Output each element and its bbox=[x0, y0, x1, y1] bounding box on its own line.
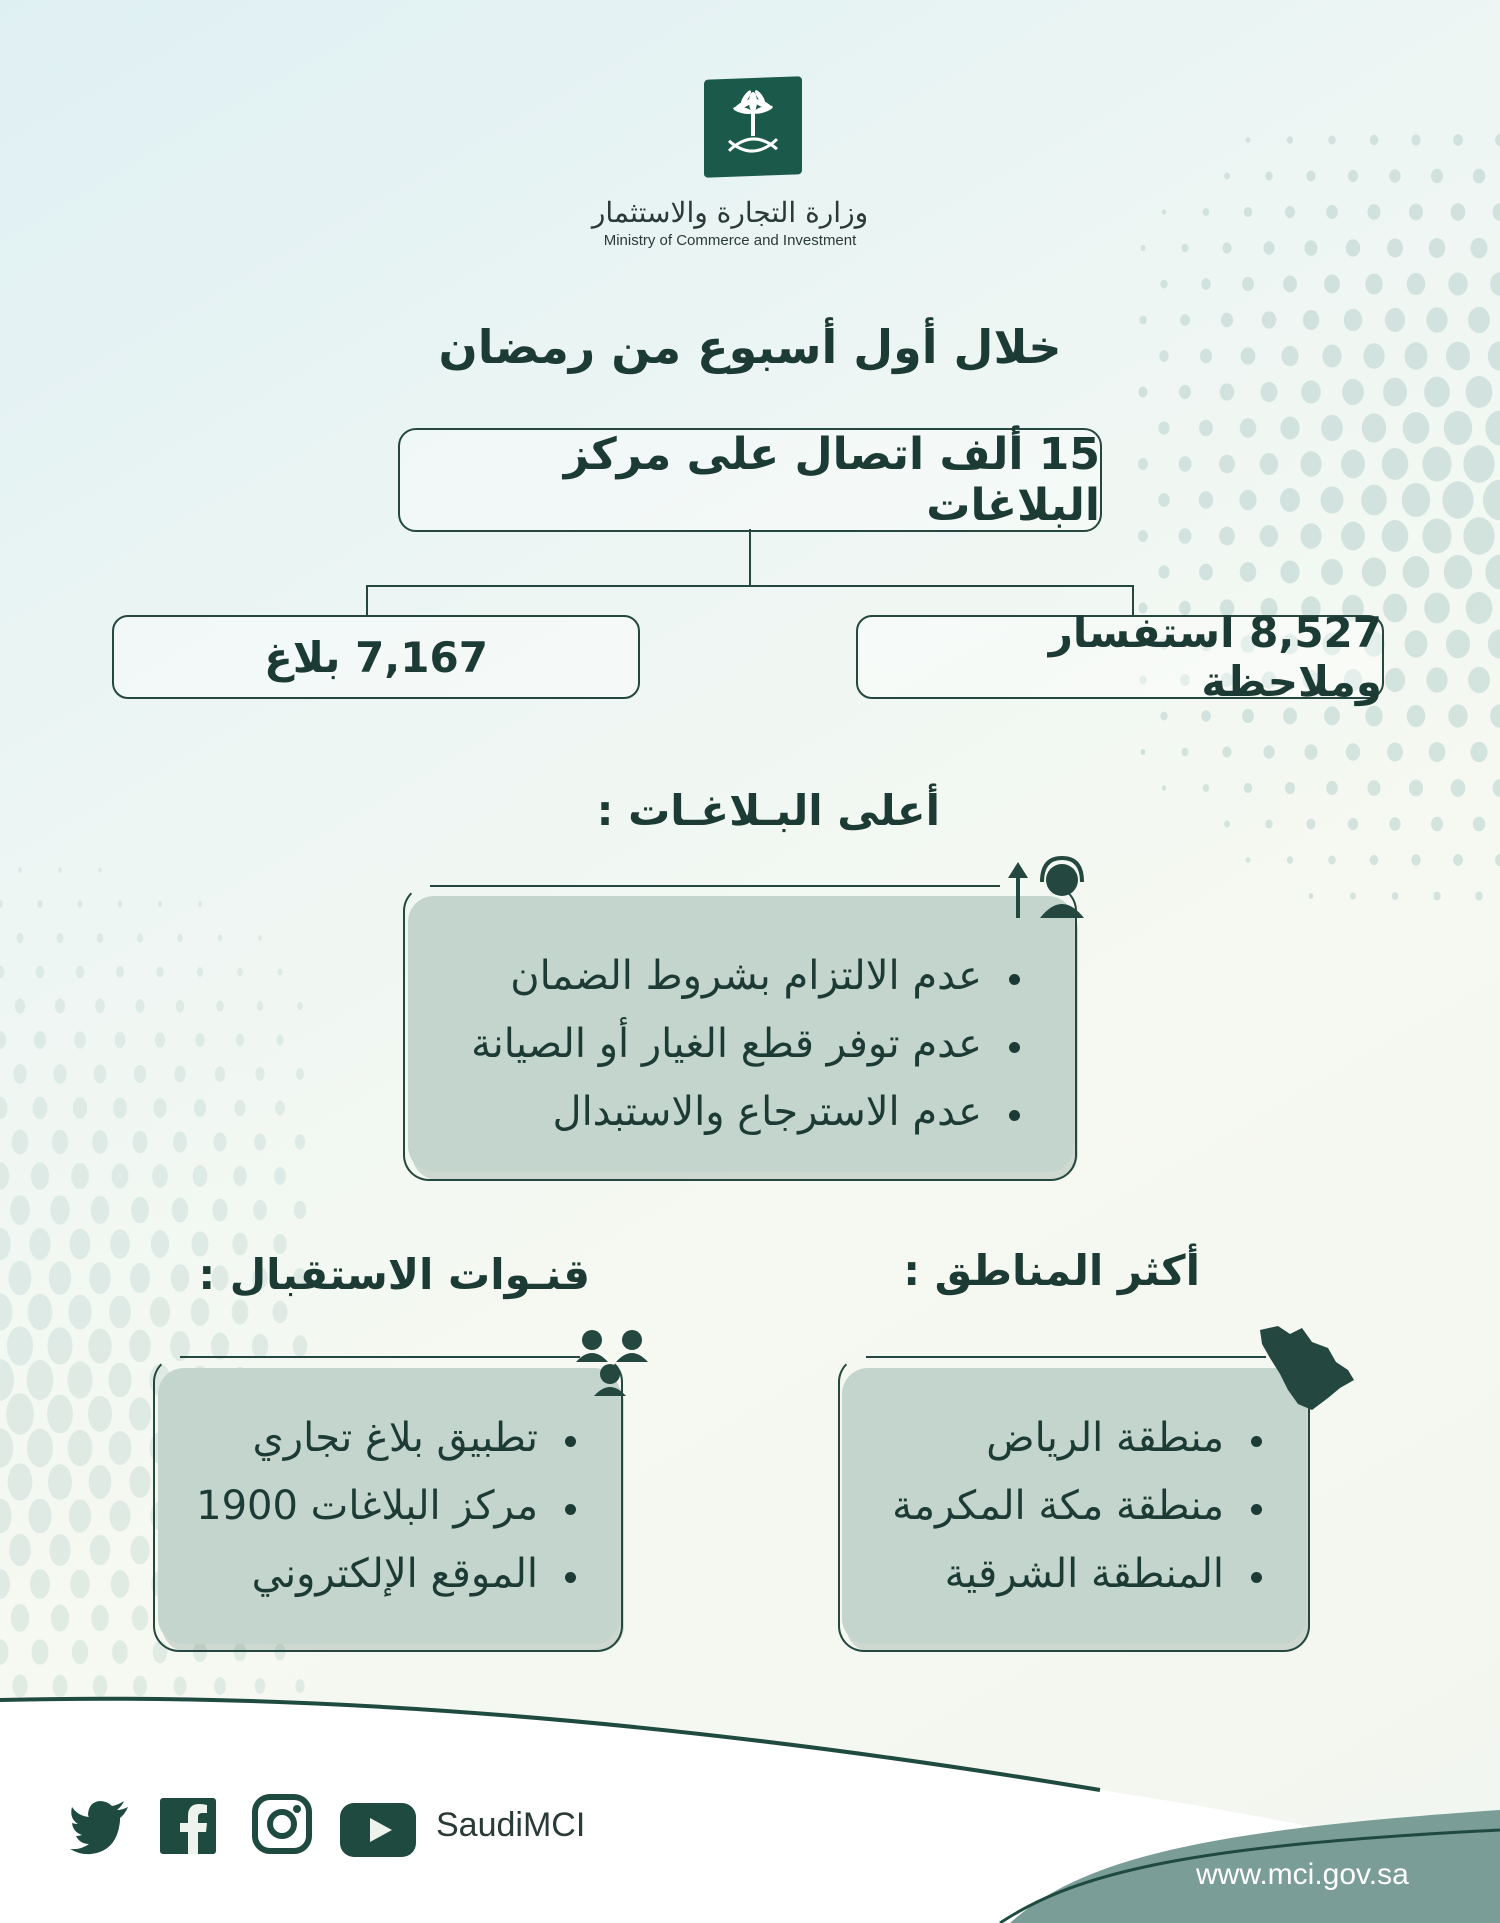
list-item: مركز البلاغات 1900 bbox=[158, 1486, 590, 1526]
channels-title: قنـوات الاستقبال : bbox=[198, 1250, 590, 1299]
instagram-icon[interactable] bbox=[252, 1794, 312, 1854]
reports-count-label: 7,167 بلاغ bbox=[264, 632, 488, 682]
connector-left bbox=[366, 585, 368, 615]
top-regions-title: أكثر المناطق : bbox=[903, 1246, 1200, 1295]
agent-arrow-up-icon bbox=[1004, 848, 1104, 928]
total-calls-box bbox=[398, 428, 1102, 532]
list-item: منطقة الرياض bbox=[842, 1418, 1276, 1458]
frame-top-line bbox=[180, 1356, 580, 1358]
ministry-logo bbox=[704, 76, 802, 177]
youtube-icon[interactable] bbox=[340, 1800, 416, 1860]
social-handle[interactable]: SaudiMCI bbox=[436, 1806, 586, 1844]
list-item: عدم الاسترجاع والاستبدال bbox=[408, 1092, 1034, 1132]
frame-top-line bbox=[866, 1356, 1266, 1358]
twitter-icon[interactable] bbox=[70, 1796, 130, 1856]
ministry-name-arabic: وزارة التجارة والاستثمار bbox=[591, 196, 869, 229]
total-calls-label: 15 ألف اتصال على مركز البلاغات bbox=[563, 429, 1100, 531]
list-item: تطبيق بلاغ تجاري bbox=[158, 1418, 590, 1458]
connector-vertical bbox=[749, 529, 751, 586]
top-regions-frame bbox=[838, 1356, 1310, 1652]
inquiries-count-label: 8,527 استفسار وملاحظة bbox=[1048, 608, 1382, 706]
agents-group-icon bbox=[572, 1322, 662, 1402]
list-item: منطقة مكة المكرمة bbox=[842, 1486, 1276, 1526]
connector-horizontal bbox=[366, 585, 1134, 587]
list-item: عدم الالتزام بشروط الضمان bbox=[408, 956, 1034, 996]
frame-top-line bbox=[430, 885, 1000, 887]
facebook-icon[interactable] bbox=[160, 1796, 216, 1856]
inquiries-count-box bbox=[856, 608, 1384, 706]
list-item: الموقع الإلكتروني bbox=[158, 1554, 590, 1594]
palm-swords-emblem-icon bbox=[704, 76, 802, 177]
list-item: عدم توفر قطع الغيار أو الصيانة bbox=[408, 1024, 1034, 1064]
reports-count-box bbox=[112, 615, 640, 699]
top-reports-frame bbox=[403, 885, 1077, 1181]
website-link[interactable]: www.mci.gov.sa bbox=[1196, 1858, 1409, 1891]
ministry-name-english: Ministry of Commerce and Investment bbox=[603, 232, 857, 249]
saudi-map-icon bbox=[1250, 1318, 1360, 1418]
channels-frame bbox=[153, 1356, 623, 1652]
top-reports-title: أعلى البـلاغـات : bbox=[596, 786, 940, 835]
list-item: المنطقة الشرقية bbox=[842, 1554, 1276, 1594]
headline: خلال أول أسبوع من رمضان bbox=[438, 320, 1062, 374]
